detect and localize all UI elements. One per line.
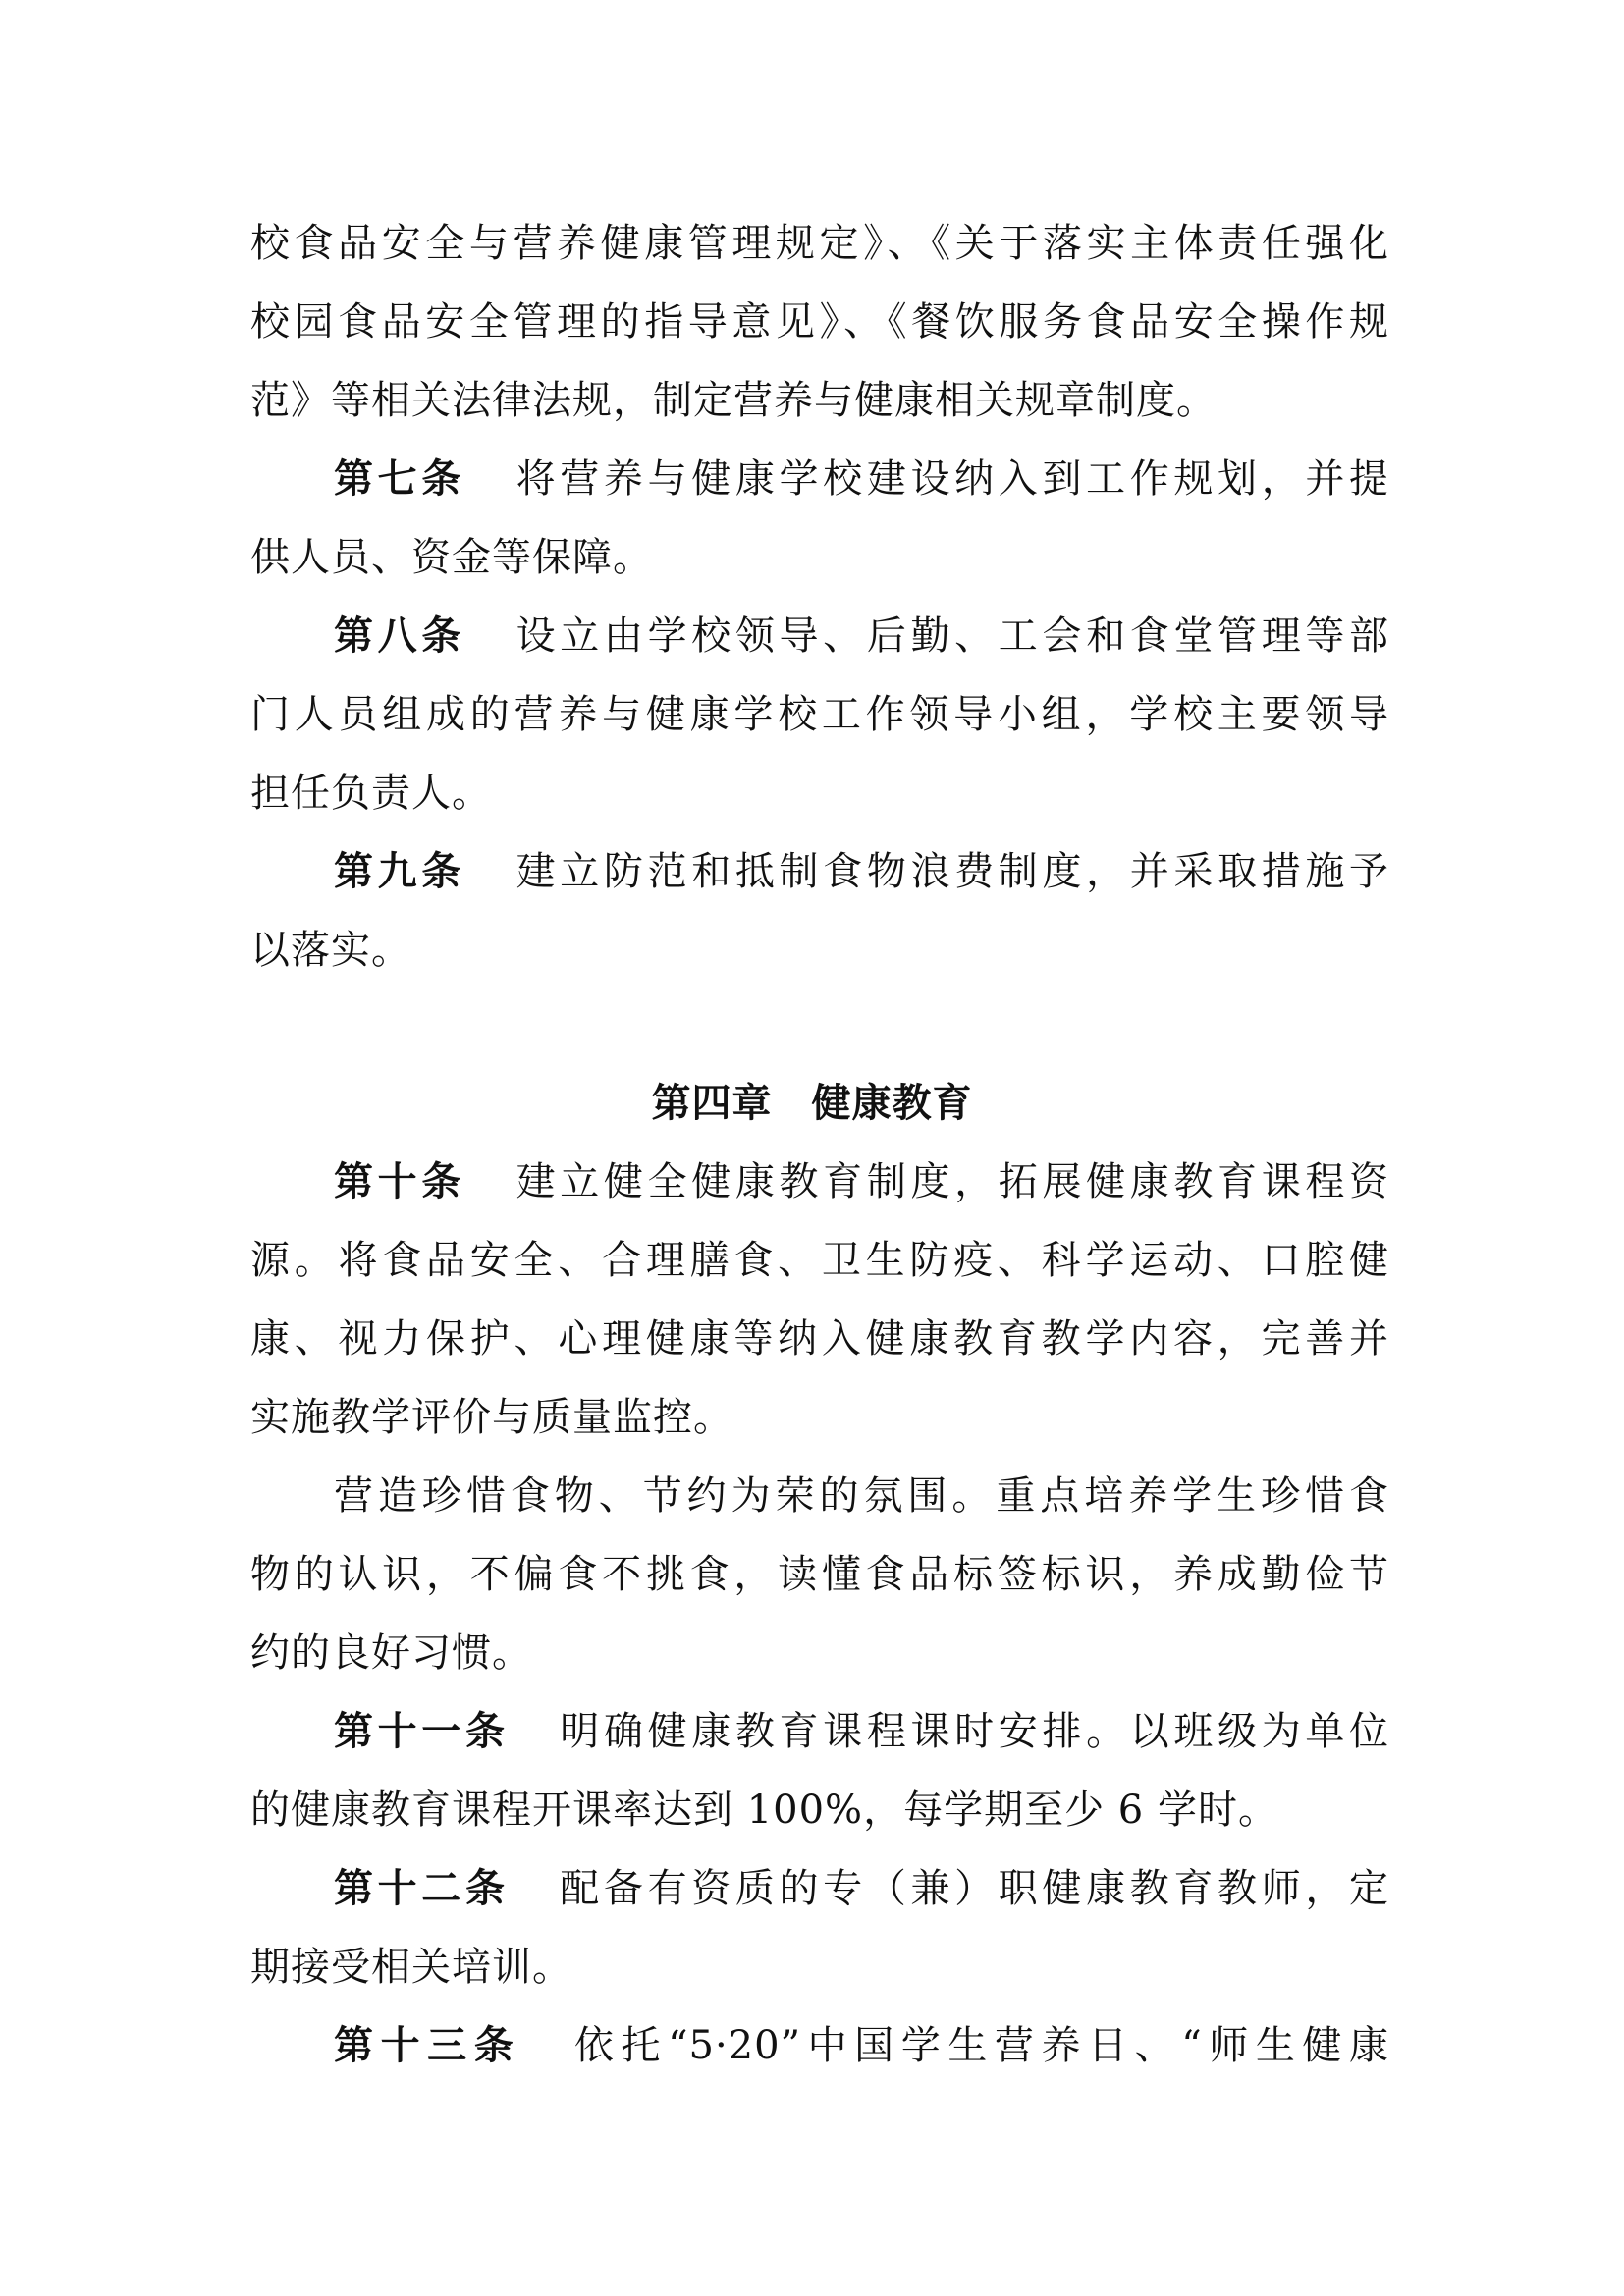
article-8-first-line bbox=[334, 611, 1389, 662]
paragraph-line: 实施教学评价与质量监控。 bbox=[250, 1395, 733, 1440]
paragraph-line: 以落实。 bbox=[250, 928, 411, 973]
article-13-first-line bbox=[334, 2020, 1389, 2071]
article-text: 设立由学校领导、后勤、工会和食堂管理等部 bbox=[512, 614, 1390, 659]
paragraph-line: 期接受相关培训。 bbox=[250, 1945, 572, 1990]
article-label: 第十二条 bbox=[334, 1866, 510, 1911]
article-9-first-line bbox=[334, 846, 1389, 897]
chapter-title: 健康教育 bbox=[811, 1081, 973, 1126]
article-12-first-line bbox=[334, 1863, 1389, 1914]
paragraph-line: 范》等相关法律法规，制定营养与健康相关规章制度。 bbox=[250, 378, 1217, 423]
paragraph-line: 约的良好习惯。 bbox=[250, 1630, 532, 1676]
article-text: 建立防范和抵制食物浪费制度，并采取措施予 bbox=[512, 849, 1390, 894]
article-label: 第十一条 bbox=[334, 1709, 510, 1754]
article-label: 第九条 bbox=[334, 849, 465, 894]
article-label: 第十三条 bbox=[334, 2023, 521, 2068]
article-text: 配备有资质的专（兼）职健康教育教师，定 bbox=[556, 1866, 1390, 1911]
paragraph-line: 的健康教育课程开课率达到 100%，每学期至少 6 学时。 bbox=[250, 1788, 1278, 1833]
paragraph-first-line: 营造珍惜食物、节约为荣的氛围。重点培养学生珍惜食 bbox=[334, 1473, 1389, 1519]
article-10-first-line bbox=[334, 1156, 1389, 1207]
article-text: 将营养与健康学校建设纳入到工作规划，并提 bbox=[512, 456, 1390, 502]
paragraph-line: 供人员、资金等保障。 bbox=[250, 535, 653, 580]
article-label: 第十条 bbox=[334, 1159, 465, 1204]
paragraph-line: 源。将食品安全、合理膳食、卫生防疫、科学运动、口腔健 bbox=[250, 1238, 1389, 1283]
paragraph-line: 校食品安全与营养健康管理规定》、《关于落实主体责任强化 bbox=[250, 221, 1389, 266]
paragraph-line: 校园食品安全管理的指导意见》、《餐饮服务食品安全操作规 bbox=[250, 299, 1389, 345]
chapter-number: 第四章 bbox=[651, 1081, 773, 1126]
paragraph-line: 物的认识，不偏食不挑食，读懂食品标签标识，养成勤俭节 bbox=[250, 1552, 1389, 1597]
article-text: 明确健康教育课程课时安排。以班级为单位 bbox=[556, 1709, 1390, 1754]
article-text: 建立健全健康教育制度，拓展健康教育课程资 bbox=[512, 1159, 1390, 1204]
chapter-heading bbox=[0, 1078, 1624, 1129]
article-label: 第七条 bbox=[334, 456, 465, 502]
article-11-first-line bbox=[334, 1706, 1389, 1757]
paragraph-line: 担任负责人。 bbox=[250, 771, 492, 816]
article-text: 依托“5·20”中国学生营养日、“师生健康 bbox=[568, 2023, 1390, 2068]
article-label: 第八条 bbox=[334, 614, 465, 659]
article-7-first-line bbox=[334, 454, 1389, 505]
paragraph-line: 康、视力保护、心理健康等纳入健康教育教学内容，完善并 bbox=[250, 1316, 1389, 1362]
paragraph-line: 门人员组成的营养与健康学校工作领导小组，学校主要领导 bbox=[250, 692, 1389, 737]
